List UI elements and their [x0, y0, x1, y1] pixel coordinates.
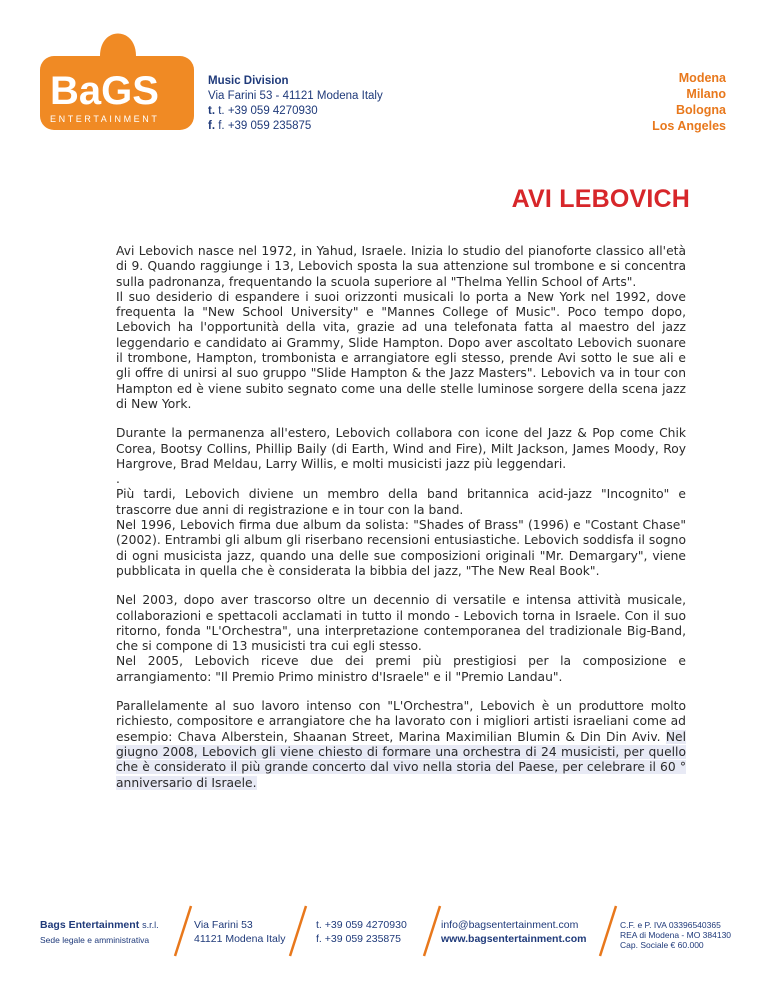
slash-divider-icon — [596, 904, 618, 958]
division-address: Via Farini 53 - 41121 Modena Italy — [208, 90, 383, 102]
biography — [116, 244, 686, 805]
footer-vat: C.F. e P. IVA 03396540365 — [620, 920, 721, 930]
footer-email[interactable]: info@bagsentertainment.com — [441, 919, 579, 931]
footer-web[interactable]: www.bagsentertainment.com — [441, 933, 587, 945]
slash-divider-icon — [420, 904, 442, 958]
division-phone: t. +39 059 4270930 — [218, 105, 318, 117]
city: Modena — [678, 71, 726, 85]
logo-text: BaGS — [50, 69, 159, 113]
footer-company-sub: Sede legale e amministrativa — [40, 935, 150, 945]
bio-paragraph: Parallelamente al suo lavoro intenso con "L'Orchestra", Lebovich è un produttore molto richiesto, compositore e arrangiatore che ha lavorato con i migliori artisti israeliani come ad esempio: Chava Alberstein, Shaanan Street, Marina Maximilian Blumin & Din Din Aviv. — [116, 699, 686, 744]
footer-rea: REA di Modena - MO 384130 — [620, 930, 732, 940]
footer-phone: t. +39 059 4270930 — [316, 919, 407, 931]
music-division-block: Music Division Via Farini 53 - 41121 Modena Italy t. t. +39 059 4270930 f. f. +39 059 235875 — [208, 75, 383, 132]
division-title: Music Division — [208, 75, 289, 87]
footer-capital: Cap. Sociale € 60.000 — [620, 940, 704, 950]
bags-logo — [40, 18, 194, 130]
city: Los Angeles — [652, 119, 726, 133]
bio-paragraph-highlighted: Nel giugno 2008, Lebovich gli viene chiesto di formare una orchestra di 24 musicisti, per quello che è considerato il più grande concerto dal vivo nella storia del Paese, per celebrare il 60 ° anniversario di Israele. — [116, 729, 686, 790]
city: Milano — [686, 87, 726, 101]
bio-paragraph: Il suo desiderio di espandere i suoi orizzonti musicali lo porta a New York nel 1992, dove frequenta la "New School University" e "Mannes College of Music". Poco tempo dopo, Lebovich ha l'opportunità della vita, grazie ad una telefonata fatta al maestro del jazz leggendario e candidato ai Grammy, Slide Hampton. Dopo aver ascoltato Lebovich suonare il trombone, Hampton, trombonista e arrangiatore egli stesso, prende Avi sotto le sue ali e gli offre di unirsi al suo gruppo "Slide Hampton & the Jazz Masters". Lebovich va in tour con Hampton ed è viene subito segnato come una delle stelle luminose sorgere della scena jazz di New York. — [116, 289, 686, 411]
bio-paragraph: Nel 2003, dopo aver trascorso oltre un decennio di versatile e intensa attività musicale, collaborazioni e spettacoli acclamati in tutto il mondo - Lebovich torna in Israele. Con il suo ritorno, fonda "L'Orchestra", una interpretazione contemporanea del tradizionale Big-Band, che si compone di 13 musicisti tra cui egli stesso. — [116, 593, 686, 654]
city: Bologna — [676, 103, 726, 117]
footer-fax: f. +39 059 235875 — [316, 933, 401, 945]
footer-company: Bags Entertainment — [40, 919, 140, 931]
bio-paragraph: Avi Lebovich nasce nel 1972, in Yahud, Israele. Inizia lo studio del pianoforte classico all'età di 9. Quando raggiunge i 13, Lebovich sposta la sua attenzione sul trombone e si concentra sulla padronanza, frequentando la scuola superiore al "Thelma Yellin School of Arts". — [116, 244, 686, 289]
bio-paragraph: Nel 1996, Lebovich firma due album da solista: "Shades of Brass" (1996) e "Costant Chase" (2002). Entrambi gli album gli riserbano recensioni entusiastiche. Lebovich soddisfa il sogno di ogni musicista jazz, quando una delle sue composizioni originali "Mr. Demargary", viene pubblicata in quella che è considerata la bibbia del jazz, "The New Real Book". — [116, 518, 686, 578]
division-fax: f. +39 059 235875 — [218, 120, 312, 132]
slash-divider-icon — [171, 904, 193, 958]
footer — [0, 910, 768, 960]
footer-company-suffix: s.r.l. — [142, 920, 159, 930]
bio-paragraph: Nel 2005, Lebovich riceve due dei premi più prestigiosi per la composizione e arrangiamento: "Il Premio Primo ministro d'Israele" e il "Premio Landau". — [116, 654, 686, 684]
slash-divider-icon — [286, 904, 308, 958]
artist-name: AVI LEBOVICH — [511, 185, 690, 213]
bio-paragraph: . — [116, 472, 120, 487]
footer-street: Via Farini 53 — [194, 919, 253, 931]
footer-city: 41121 Modena Italy — [194, 933, 286, 945]
cities-list — [652, 70, 726, 134]
bio-paragraph: Durante la permanenza all'estero, Lebovich collabora con icone del Jazz & Pop come Chik Corea, Bootsy Collins, Phillip Baily (di Earth, Wind and Fire), Milt Jackson, James Moody, Roy Hargrove, Brad Meldau, Larry Willis, e molti musicisti jazz più leggendari. — [116, 426, 686, 471]
logo-sub: ENTERTAINMENT — [50, 114, 160, 124]
bio-paragraph: Più tardi, Lebovich diviene un membro della band britannica acid-jazz "Incognito" e trascorre due anni di registrazione e in tour con la band. — [116, 487, 686, 517]
